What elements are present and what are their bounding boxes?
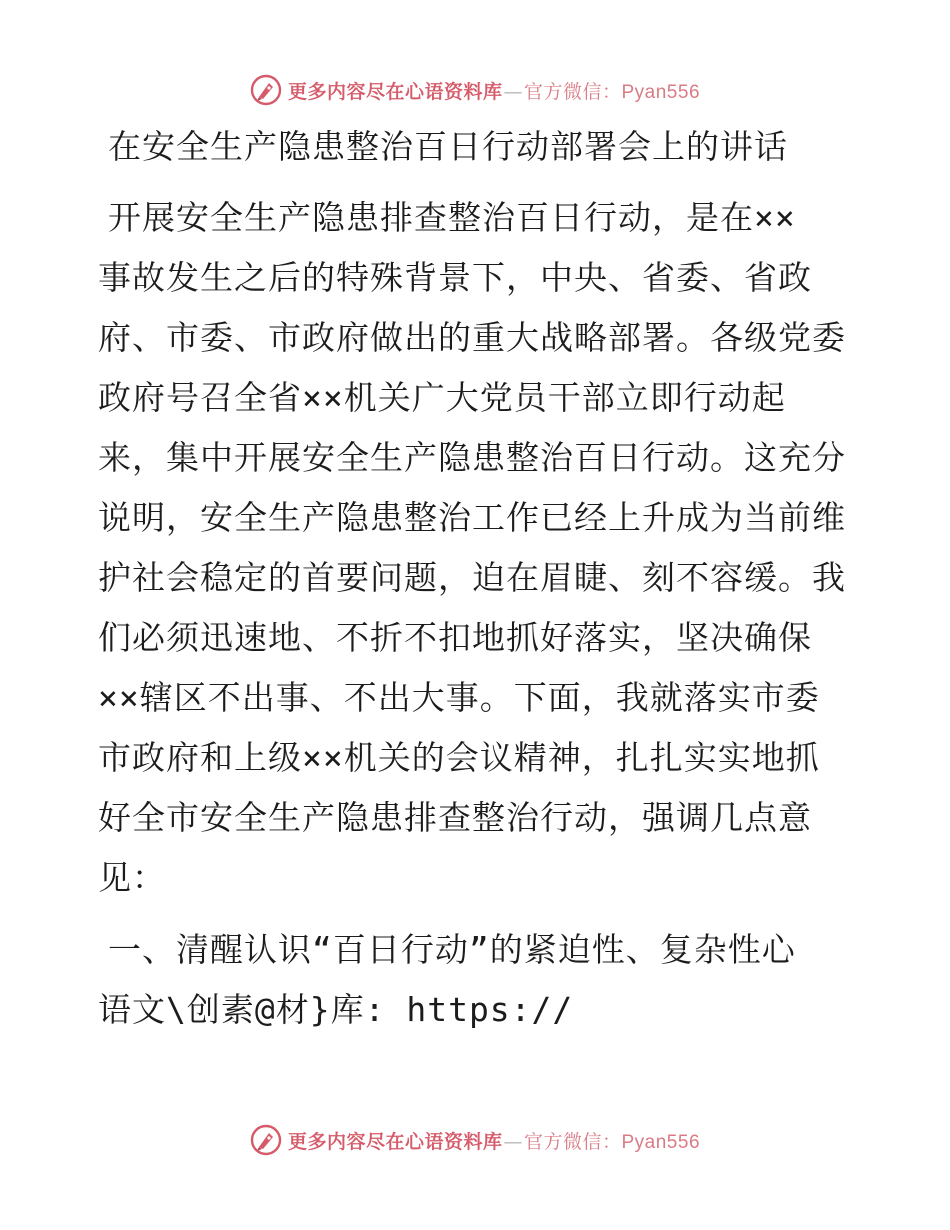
paragraph-line: 政府号召全省××机关广大党员干部立即行动起 xyxy=(98,378,786,417)
paragraph-line: ××辖区不出事、不出大事。下面，我就落实市委 xyxy=(98,678,820,717)
banner-wechat-label: 官方微信： xyxy=(523,1130,622,1153)
paragraph-line: 市政府和上级××机关的会议精神，扎扎实实地抓 xyxy=(98,738,820,777)
paragraph-1 xyxy=(98,188,858,908)
paragraph-line: 府、市委、市政府做出的重大战略部署。各级党委 xyxy=(98,318,846,357)
banner-text xyxy=(288,77,700,104)
banner-main-text: 更多内容尽在心语资料库 xyxy=(287,80,503,103)
section-heading-line: 一、清醒认识“百日行动”的紧迫性、复杂性心 xyxy=(108,930,796,969)
paragraph-line: 事故发生之后的特殊背景下，中央、省委、省政 xyxy=(98,258,812,297)
paragraph-line: 护社会稳定的首要问题，迫在眉睫、刻不容缓。我 xyxy=(98,558,846,597)
pen-nib-logo-icon xyxy=(250,1124,282,1156)
banner-dash: — xyxy=(503,1130,523,1153)
paragraph-line: 好全市安全生产隐患排查整治行动，强调几点意 xyxy=(98,798,812,837)
document-title: 在安全生产隐患整治百日行动部署会上的讲话 xyxy=(108,127,788,166)
banner-text xyxy=(288,1127,700,1154)
header-banner xyxy=(0,72,950,108)
section-line: 语文\创素@材}库: https:// xyxy=(98,990,574,1029)
banner-dash: — xyxy=(503,80,523,103)
banner-main-text: 更多内容尽在心语资料库 xyxy=(287,1130,503,1153)
banner-wechat-id: Pyan556 xyxy=(621,81,701,103)
paragraph-line: 说明，安全生产隐患整治工作已经上升成为当前维 xyxy=(98,498,846,537)
section-1 xyxy=(98,920,858,1040)
paragraph-line: 开展安全生产隐患排查整治百日行动，是在×× xyxy=(108,198,796,237)
document-body xyxy=(98,118,858,1040)
pen-nib-logo-icon xyxy=(250,74,282,106)
banner-wechat-label: 官方微信： xyxy=(523,80,622,103)
paragraph-line: 们必须迅速地、不折不扣地抓好落实，坚决确保 xyxy=(98,618,812,657)
paragraph-line: 来，集中开展安全生产隐患整治百日行动。这充分 xyxy=(98,438,846,477)
banner-wechat-id: Pyan556 xyxy=(621,1131,701,1153)
paragraph-line: 见： xyxy=(98,858,166,897)
footer-banner xyxy=(0,1122,950,1158)
